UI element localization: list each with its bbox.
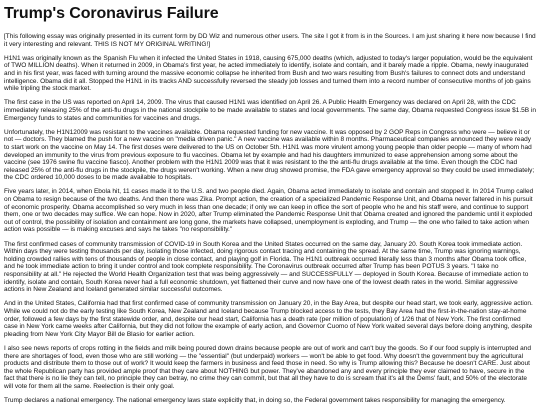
paragraph-first-case: The first case in the US was reported on April 14, 2009. The virus that caused H1N1 was identified on April 26. A Public Health Emergency was declared on April 28, with the CDC immediately releasing 25% of the anti-flu drugs in the national stockpile to be made available to states and local governments. The same day, Obama requested Congress issue $1.5B in Emergency funds to states and communities for vaccines and drugs. — [4, 99, 536, 122]
paragraph-h1n1-history: H1N1 was originally known as the Spanish Flu when it infected the United States in 1918, causing 675,000 deaths (which, adjusted to today's larger population, would be the equivalent of TWO MILLION deaths). When it returned in 2009, in Obama's first year, he acted immediately to identify, isolate and contain, and it barely made a ripple. Obama, newly inaugurated and in his first year, was faced with turning around the massive economic collapse he inherited from Bush and two wars resulting from Bush's failures to connect dots and understand intelligence. Obama did it all. Stopped the H1N1 in its tracks AND successfully reversed the steady job losses and turned them into a record number of consecutive months of job gains while tripling the stock market. — [4, 54, 533, 93]
paragraph-food-supply: I also see news reports of crops rotting in the fields and milk being poured down drains because people are out of work and can't buy the goods. So if our food supply is interrupted and there are shortages of food, even those who are still working — the "essential" (but underpaid) workers — won't be able to get food. Why doesn't the government buy the agricultural products and distribute them to those out of work? It would keep the farmers in business and feed those in need. So why is Trump allowing this? Because he doesn't CARE. Just about the whole Republican party has provided ample proof that they care about NOTHING but power. They've abandoned any and every principle they ever claimed to have, secure in the fact that there is no lie they can tell, no principle they can betray, no crime they can commit, but that all they have to do is scream that it's all the Dems' fault, and 50% of the electorate will vote for them all the same. Reelection is their only goal. — [4, 344, 531, 390]
paragraph-vaccine: Unfortunately, the H1N12009 was resistant to the vaccines available. Obama requested funding for new vaccine. It was opposed by 2 GOP Reps in Congress who were — believe it or not — doctors. They blamed the push for a new vaccine on "media driven panic." A new vaccine was available within 8 months. Pharmaceutical companies announced they were ready to start work on the vaccine on May 14. The first doses were delivered to the US on October 5th. H1N1 was more virulent among young people than older people — many of whom had developed an immunity to the virus from previous exposure to flu vaccines. Obama let by example and had his daughters immunized to ease apprehension among some about the vaccine (see 1976 swine flu vaccine fiasco). Another problem with the H1N1 2009 was that it was resistant to the the anti-flu drugs available at the time. Even though the CDC had released 25% of the anti-flu drugs in the stockpile, the drugs weren't working. When a new drug showed promise, the FDA gave emergency approval so they could be used immediately; the CDC ordered 10,000 doses to be made available to hospitals. — [4, 128, 535, 182]
paragraph-california: And in the United States, California had that first confirmed case of community transmission on January 20, in the Bay Area, but despite our head start, we took early, aggressive action. While we could not do the early testing like South Korea, New Zealand and Iceland because Trump blocked access to the tests, they Bay Area had the first-in-the-nation stay-at-home order, followed a few days by the first statewide order, and, despite our head start, California has a death rate (per million of population) of 1/26 that of New York. The first confirmed case in New York came weeks after California, but they did not follow the example of early action, and Governor Cuomo of New York waited several days before doing anything, despite pleading from New York City Mayor Bill de Blasio for earlier action. — [4, 300, 533, 338]
page-title: Trump's Coronavirus Failure — [4, 5, 219, 22]
paragraph-ebola: Five years later, in 2014, when Ebola hit, 11 cases made it to the U.S. and two people died. Again, Obama acted immediately to isolate and contain and stopped it. In 2014 Trump called on Obama to resign because of the two deaths. And then there was Zika. Prompt action, the creation of a specialized Pandemic Response Unit, and Obama never faltered in his pursuit of economic prosperity. Obama accomplished so very much in less than one decade; if only we can keep in office the sort of people who he and his staff were, and continue to support them, one or two decades may suffice. We can hope. Now in 2020, after Trump eliminated the Pandemic Response Unit that Obama created and ignored the pandemic until it exploded out of control, the possibility of isolation and containment are long gone, the markets have collapsed, unemployment is exploding, and Trump — the one who failed to take action when action was possible — is making excuses and says he takes "no responsibility." — [4, 188, 534, 234]
paragraph-national-emergency: Trump declares a national emergency. The national emergency laws state explicitly that, in doing so, the Federal government takes responsibility for managing the emergency. — [4, 397, 506, 405]
paragraph-south-korea: The first confirmed cases of community transmission of COVID-19 in South Korea and the United States occurred on the same day, January 20. South Korea took immediate action. Within days they were testing thousands per day, isolating those infected, doing rigorous contact tracing and containing the spread. At the same time, Trump was ignoring warnings, holding crowded rallies with tens of thousands of people in close contact, and playing golf in Florida. The H1N1 outbreak occurred literally less than 3 months after Obama took office, and he took immediate action to bring it under control and took complete responsibility. The Coronavirus outbreak occurred after Trump has been POTUS 3 years. "I take no responsibility at all." He rejected the World Health Organization test that was being aggressively — and SUCCESSFULLY — deployed in South Korea. Because of immediate action to identify, isolate and contain, South Korea never had a full economic shutdown, yet flattened their curve and now have one of the lowest death rates in the world. Similar aggressive actions in New Zealand and Iceland generated similar successful outcomes. — [4, 240, 529, 294]
paragraph-disclaimer: [This following essay was originally presented in its current form by DD Wiz and numerous other users. The site I got it from is in the Sources. I am just sharing it here now because I find it very interesting and relevant. THIS IS NOT MY ORIGINAL WRITING!] — [4, 33, 536, 48]
